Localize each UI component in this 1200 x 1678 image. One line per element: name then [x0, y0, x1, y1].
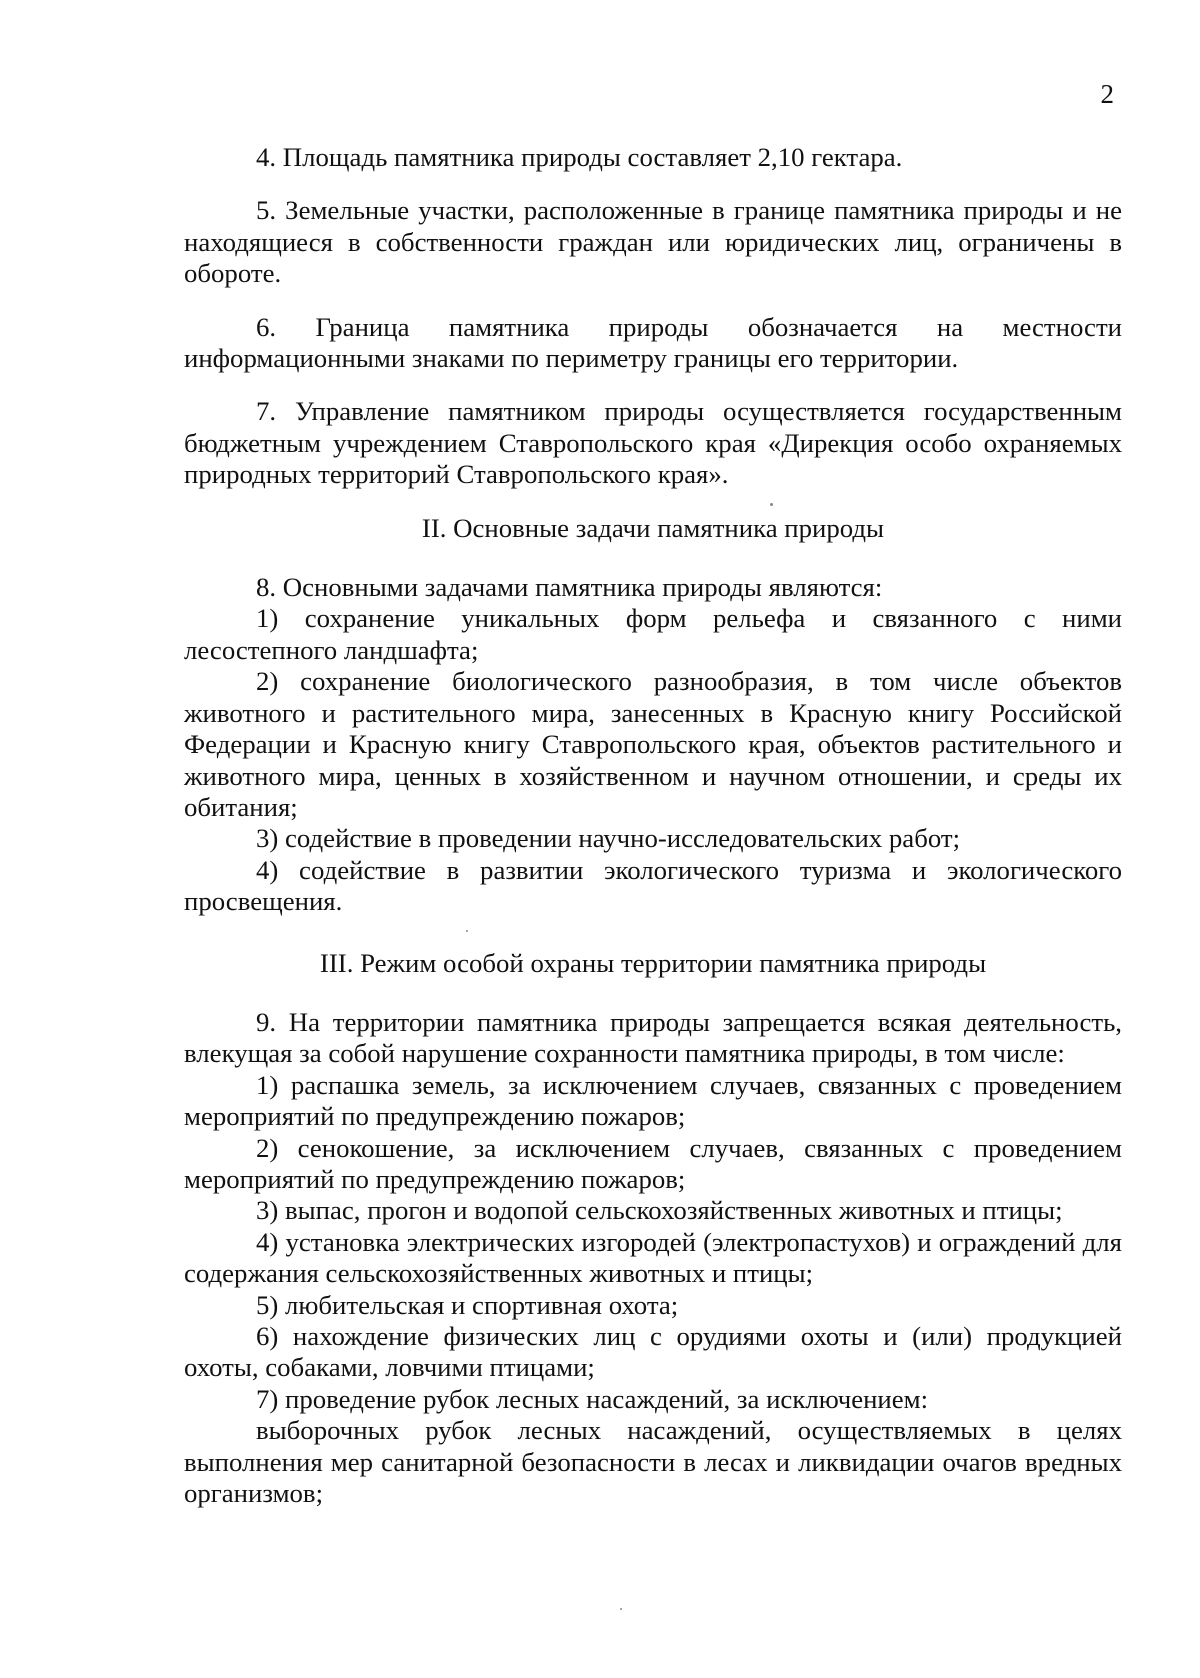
- list-item-9-7-sub: выборочных рубок лесных насаждений, осуществляемых в целях выполнения мер санитарной безопасности в лесах и ликвидации очагов вредных организмов;: [184, 1415, 1122, 1509]
- list-item-9-4: 4) установка электрических изгородей (электропастухов) и ограждений для содержания сельскохозяйственных животных и птицы;: [184, 1226, 1122, 1289]
- list-item-8-4: 4) содействие в развитии экологического туризма и экологического просвещения.: [184, 854, 1122, 917]
- paragraph-8: 8. Основными задачами памятника природы являются:: [256, 572, 883, 603]
- document-body: [184, 142, 1122, 1509]
- scan-speck: [620, 1608, 622, 1610]
- paragraph-5: 5. Земельные участки, расположенные в границе памятника природы и не находящиеся в собственности граждан или юридических лиц, ограничены в обороте.: [184, 195, 1122, 289]
- scan-speck: [770, 503, 773, 506]
- paragraph-4: 4. Площадь памятника природы составляет 2,10 гектара.: [256, 142, 903, 172]
- paragraph-7: 7. Управление памятником природы осуществляется государственным бюджетным учреждением Ставропольского края «Дирекция особо охраняемых природных территорий Ставропольского края».: [184, 396, 1122, 490]
- list-item-9-6: 6) нахождение физических лиц с орудиями охоты и (или) продукцией охоты, собаками, ловчими птицами;: [184, 1321, 1122, 1383]
- paragraph-9: 9. На территории памятника природы запрещается всякая деятельность, влекущая за собой нарушение сохранности памятника природы, в том числе:: [184, 1006, 1122, 1069]
- section-3-title: III. Режим особой охраны территории памятника природы: [319, 947, 987, 978]
- list-item-9-5: 5) любительская и спортивная охота;: [256, 1289, 679, 1320]
- list-item-9-3: 3) выпас, прогон и водопой сельскохозяйственных животных и птицы;: [256, 1195, 1063, 1226]
- list-item-9-2: 2) сенокошение, за исключением случаев, связанных с проведением мероприятий по предупреждению пожаров;: [184, 1132, 1122, 1194]
- page-number: 2: [1100, 79, 1114, 109]
- scan-speck: [466, 930, 468, 932]
- section-2-title: II. Основные задачи памятника природы: [421, 512, 885, 543]
- list-item-8-2: 2) сохранение биологического разнообразия, в том числе объектов животного и растительного мира, занесенных в Красную книгу Российской Федерации и Красную книгу Ставропольского края, объектов растительного и животного мира, ценных в хозяйственном и научном отношении, и среды их обитания;: [184, 666, 1122, 822]
- list-item-9-7: 7) проведение рубок лесных насаждений, за исключением:: [256, 1383, 929, 1414]
- list-item-8-3: 3) содействие в проведении научно-исследовательских работ;: [256, 823, 961, 854]
- list-item-9-1: 1) распашка земель, за исключением случаев, связанных с проведением мероприятий по предупреждению пожаров;: [184, 1069, 1122, 1132]
- paragraph-6: 6. Граница памятника природы обозначается на местности информационными знаками по периметру границы его территории.: [184, 311, 1122, 374]
- list-item-8-1: 1) сохранение уникальных форм рельефа и связанного с ними лесостепного ландшафта;: [184, 603, 1122, 665]
